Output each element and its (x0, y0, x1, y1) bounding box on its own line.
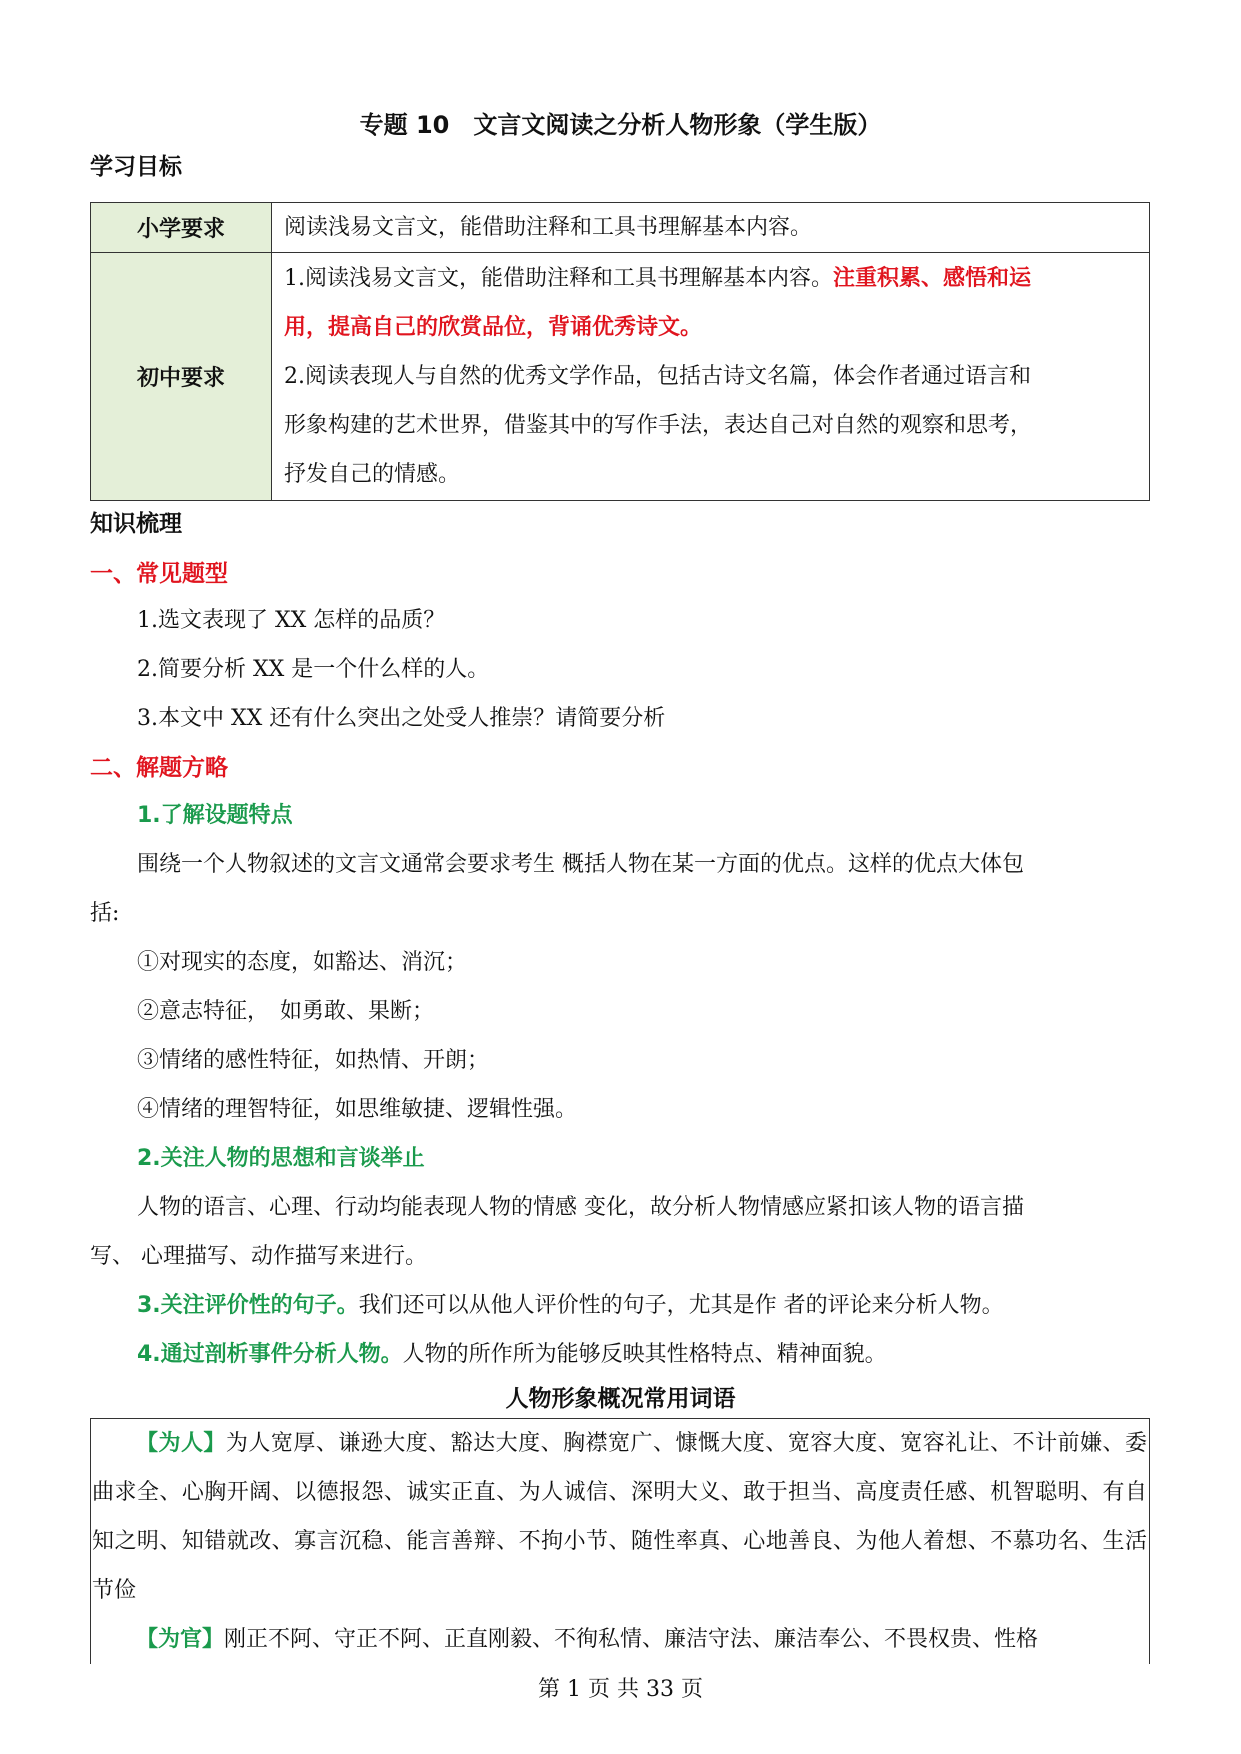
vocab-box (90, 1418, 1150, 1664)
subheading-1: 1.了解设题特点 (137, 803, 293, 828)
vocab-title: 人物形象概况常用词语 (505, 1386, 736, 1412)
paragraph-line: 写、 心理描写、动作描写来进行。 (90, 1244, 427, 1269)
row-content-junior (272, 253, 1150, 501)
junior-item2-line2: 形象构建的艺术世界，借鉴其中的写作手法，表达自己对自然的观察和思考， (284, 413, 1033, 438)
table-row (91, 203, 1150, 253)
vocab-paragraph-official (91, 1615, 1149, 1664)
subheading-3: 3.关注评价性的句子。 (137, 1293, 359, 1318)
list-item: 1.选文表现了 XX 怎样的品质？ (137, 608, 446, 633)
section-heading-knowledge: 知识梳理 (90, 511, 182, 537)
paragraph-3-text: 我们还可以从他人评价性的句子，尤其是作 者的评论来分析人物。 (358, 1293, 1004, 1318)
part2-heading: 二、解题方略 (90, 755, 228, 781)
junior-item1-emphasis-b: 用，提高自己的欣赏品位，背诵优秀诗文。 (284, 315, 703, 340)
vocab-text-official: 刚正不阿、守正不阿、正直刚毅、不徇私情、廉洁守法、廉洁奉公、不畏权贵、性格 (224, 1627, 1039, 1652)
paragraph-line: 括: (90, 901, 120, 926)
vocab-tag-person: 【为人】 (136, 1431, 226, 1456)
part1-heading: 一、常见题型 (90, 561, 228, 587)
list-item: ③情绪的感性特征，如热情、开朗； (137, 1048, 490, 1073)
junior-item2-line3: 抒发自己的情感。 (284, 462, 461, 487)
vocab-tag-official: 【为官】 (136, 1627, 225, 1652)
goals-table (90, 202, 1150, 501)
subheading-4: 4.通过剖析事件分析人物。 (137, 1342, 403, 1367)
paragraph-4 (137, 1337, 887, 1368)
list-item: 3.本文中 XX 还有什么突出之处受人推崇？请简要分析 (137, 706, 666, 731)
row-label-junior: 初中要求 (91, 253, 272, 501)
page-title: 专题 10 文言文阅读之分析人物形象（学生版） (359, 111, 882, 139)
section-heading-goals: 学习目标 (90, 154, 182, 180)
paragraph-4-text: 人物的所作所为能够反映其性格特点、精神面貌。 (402, 1342, 887, 1367)
page-footer: 第 1 页 共 33 页 (538, 1677, 703, 1702)
row-label-primary: 小学要求 (91, 203, 272, 253)
junior-item1-emphasis-a: 注重积累、感悟和运 (833, 266, 1032, 291)
list-item: ④情绪的理智特征，如思维敏捷、逻辑性强。 (137, 1097, 578, 1122)
paragraph-line: 人物的语言、心理、行动均能表现人物的情感 变化，故分析人物情感应紧扣该人物的语言描 (137, 1195, 1024, 1220)
list-item: 2.简要分析 XX 是一个什么样的人。 (137, 657, 490, 682)
vocab-text-person: 为人宽厚、谦逊大度、豁达大度、胸襟宽广、慷慨大度、宽容大度、宽容礼让、不计前嫌、委曲求全、心胸开阔、以德报怨、诚实正直、为人诚信、深明大义、敢于担当、高度责任感、机智聪明、有自知之明、知错就改、寡言沉稳、能言善辩、不拘小节、随性率真、心地善良、为他人着想、不慕功名、生活节俭 (92, 1431, 1147, 1603)
paragraph-line: 围绕一个人物叙述的文言文通常会要求考生 概括人物在某一方面的优点。这样的优点大体包 (137, 852, 1024, 877)
list-item: ②意志特征， 如勇敢、果断； (137, 999, 435, 1024)
row-content-primary: 阅读浅易文言文，能借助注释和工具书理解基本内容。 (272, 203, 1150, 253)
subheading-2: 2.关注人物的思想和言谈举止 (137, 1146, 425, 1171)
junior-item2-line1: 2.阅读表现人与自然的优秀文学作品，包括古诗文名篇，体会作者通过语言和 (284, 364, 1031, 389)
paragraph-3 (137, 1288, 1004, 1319)
table-row (91, 253, 1150, 501)
junior-item1-text: 1.阅读浅易文言文，能借助注释和工具书理解基本内容。 (284, 266, 833, 291)
vocab-paragraph-person (91, 1419, 1149, 1615)
list-item: ①对现实的态度，如豁达、消沉； (137, 950, 468, 975)
